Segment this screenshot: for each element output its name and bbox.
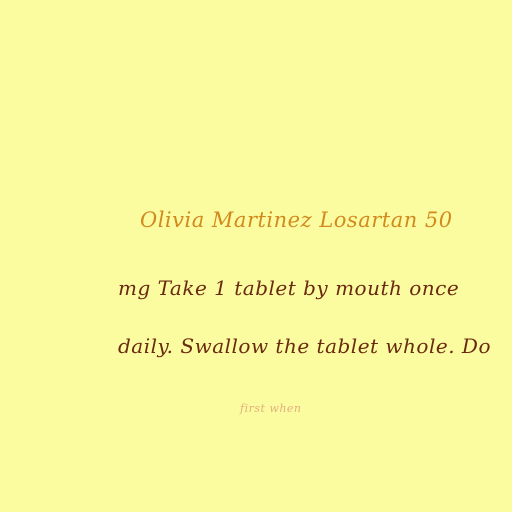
note-line-patient-medication: Olivia Martinez Losartan 50 xyxy=(140,208,453,232)
note-line-faint-fragment: first when xyxy=(240,402,302,415)
note-line-frequency-instruction: daily. Swallow the tablet whole. Do xyxy=(118,334,491,358)
note-line-dose-instruction: mg Take 1 tablet by mouth once xyxy=(118,276,460,300)
